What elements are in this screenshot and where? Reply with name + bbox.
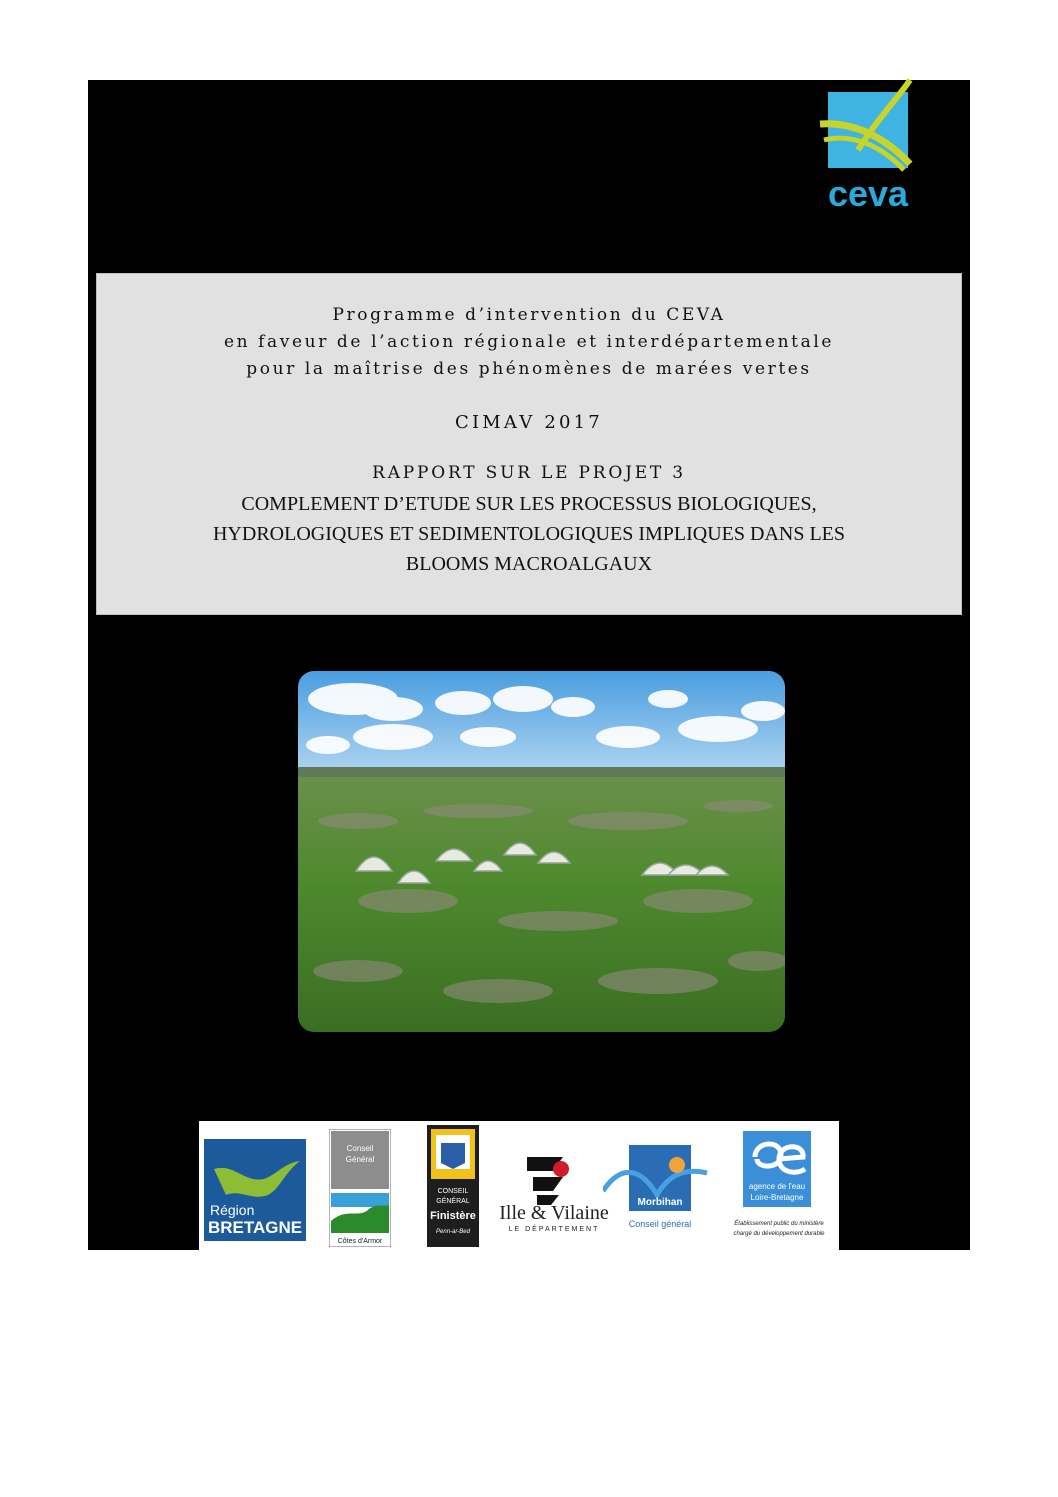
intro-line-1: Programme d’intervention du CEVA bbox=[332, 305, 726, 325]
morbihan-line2: Conseil général bbox=[628, 1219, 692, 1229]
report-title: RAPPORT SUR LE PROJET 3 bbox=[372, 463, 686, 483]
ceva-logo bbox=[818, 78, 920, 212]
subject-line-1: COMPLEMENT D’ETUDE SUR LES PROCESSUS BIOLOGIQUES, bbox=[241, 493, 817, 515]
ille-vilaine-logo bbox=[493, 1147, 615, 1239]
agence-eau-line4: chargé du développement durable bbox=[733, 1231, 825, 1237]
intro-line-2: en faveur de l’action régionale et interdépartementale bbox=[223, 332, 835, 352]
bretagne-logo-line2: BRETAGNE bbox=[208, 1218, 303, 1237]
finistere-line3: Finistère bbox=[430, 1210, 476, 1222]
intro-line-3: pour la maîtrise des phénomènes de marées vertes bbox=[246, 359, 812, 379]
report-subject bbox=[97, 489, 961, 579]
title-box bbox=[96, 273, 962, 615]
intro-text bbox=[97, 302, 961, 383]
agence-eau-line1: agence de l'eau bbox=[748, 1182, 806, 1191]
finistere-line2: GÉNÉRAL bbox=[436, 1198, 470, 1205]
cover-background bbox=[88, 80, 970, 1250]
subject-line-2: HYDROLOGIQUES ET SEDIMENTOLOGIQUES IMPLIQUES DANS LES bbox=[212, 523, 846, 545]
morbihan-logo bbox=[603, 1141, 713, 1233]
bretagne-logo-line1: Région bbox=[210, 1202, 255, 1218]
ille-vilaine-sub: LE DÉPARTEMENT bbox=[508, 1226, 600, 1233]
morbihan-line1: Morbihan bbox=[637, 1197, 683, 1208]
finistere-line4: Penn-ar-Bed bbox=[436, 1229, 470, 1235]
agence-eau-line3: Établissement public du ministère bbox=[734, 1221, 824, 1227]
program-title: CIMAV 2017 bbox=[455, 412, 603, 433]
region-bretagne-logo bbox=[204, 1139, 306, 1241]
cotes-armor-line2: Général bbox=[345, 1155, 375, 1164]
cotes-armor-line1: Conseil bbox=[346, 1144, 374, 1153]
subject-line-3: BLOOMS MACROALGAUX bbox=[405, 553, 653, 575]
finistere-line1: CONSEIL bbox=[437, 1188, 469, 1195]
agence-eau-logo bbox=[727, 1129, 839, 1247]
cover-photo bbox=[298, 671, 785, 1032]
cotes-armor-logo bbox=[329, 1129, 391, 1247]
cotes-armor-line3: Côtes d'Armor bbox=[337, 1238, 383, 1245]
partner-logos-bar bbox=[199, 1121, 839, 1250]
ceva-logo-text: ceva bbox=[827, 173, 909, 212]
finistere-logo bbox=[427, 1125, 479, 1247]
agence-eau-line2: Loire-Bretagne bbox=[750, 1193, 804, 1202]
ille-vilaine-name: Ille & Vilaine bbox=[499, 1202, 609, 1224]
